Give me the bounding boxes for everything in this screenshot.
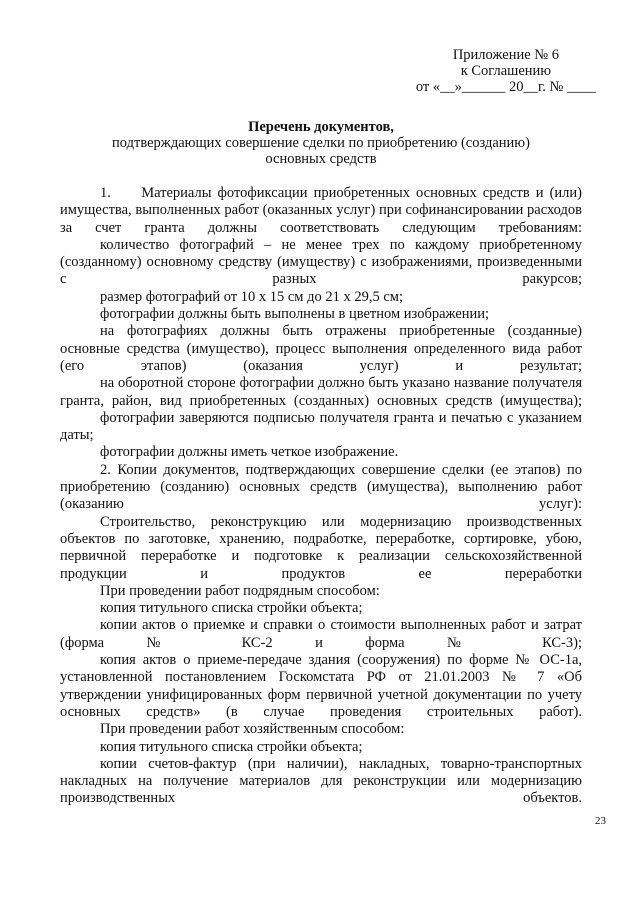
paragraph: 2. Копии документов, подтверждающих совершение сделки (ее этапов) по приобретению (созданию) основных средств (имущества), выполнению работ (оказанию услуг): [60, 461, 582, 513]
paragraph: копии счетов-фактур (при наличии), накладных, товарно-транспортных накладных на получение материалов для реконструкции или модернизацию производственных объектов. [60, 755, 582, 807]
annex-agreement: к Соглашению [460, 63, 552, 79]
title-subtitle-line2: основных средств [265, 151, 377, 167]
document-body [60, 185, 582, 808]
paragraph: копии актов о приемке и справки о стоимости выполненных работ и затрат (форма № КС-2 и форма № КС-3); [60, 617, 582, 651]
paragraph: 1. Материалы фотофиксации приобретенных основных средств и (или) имущества, выполненных работ (оказанных услуг) при софинансировании расходов за счет гранта должны соответствовать следующим требованиям: [60, 185, 582, 236]
page-number: 23 [595, 815, 606, 827]
annex-header [416, 47, 596, 95]
paragraph: При проведении работ хозяйственным способом: [100, 721, 405, 738]
paragraph: на оборотной стороне фотографии должно быть указано название получателя гранта, район, вид приобретенных (созданных) основных средств (имущества); [60, 375, 582, 409]
paragraph: При проведении работ подрядным способом: [100, 582, 380, 599]
paragraph: фотографии заверяются подписью получателя гранта и печатью с указанием даты; [60, 409, 582, 444]
title-subtitle-line1: подтверждающих совершение сделки по приобретению (созданию) [112, 135, 530, 151]
paragraph: количество фотографий – не менее трех по каждому приобретенному (созданному) основному средству (имуществу) с изображениями, произведенными с разных ракурсов; [60, 236, 582, 288]
paragraph: размер фотографий от 10 х 15 см до 21 х 29,5 см; [100, 288, 403, 305]
title-main: Перечень документов, [248, 119, 394, 135]
annex-number: Приложение № 6 [452, 47, 559, 63]
paragraph: на фотографиях должны быть отражены приобретенные (созданные) основные средства (имущество), процесс выполнения определенного вида работ (его этапов) (оказания услуг) и результат; [60, 323, 582, 374]
document-title [60, 119, 582, 167]
paragraph: копия титульного списка стройки объекта; [100, 738, 363, 755]
paragraph: копия титульного списка стройки объекта; [100, 600, 363, 617]
paragraph: фотографии должны быть выполнены в цветном изображении; [100, 306, 490, 323]
paragraph: фотографии должны иметь четкое изображение. [100, 444, 399, 461]
paragraph: Строительство, реконструкцию или модернизацию производственных объектов по заготовке, хранению, подработке, переработке, сортировке, убою, первичной переработке и подготовке к реализации сельскохозяйственной продукции и продуктов ее переработки [60, 513, 582, 582]
annex-date-line: от «__»______ 20__г. № ____ [415, 79, 596, 95]
paragraph: копия актов о приеме-передаче здания (сооружения) по форме № ОС-1а, установленной постановлением Госкомстата РФ от 21.01.2003 № 7 «Об утверждении унифицированных форм первичной учетной документации по учету основных средств» (в случае проведения строительных работ). [60, 652, 582, 720]
